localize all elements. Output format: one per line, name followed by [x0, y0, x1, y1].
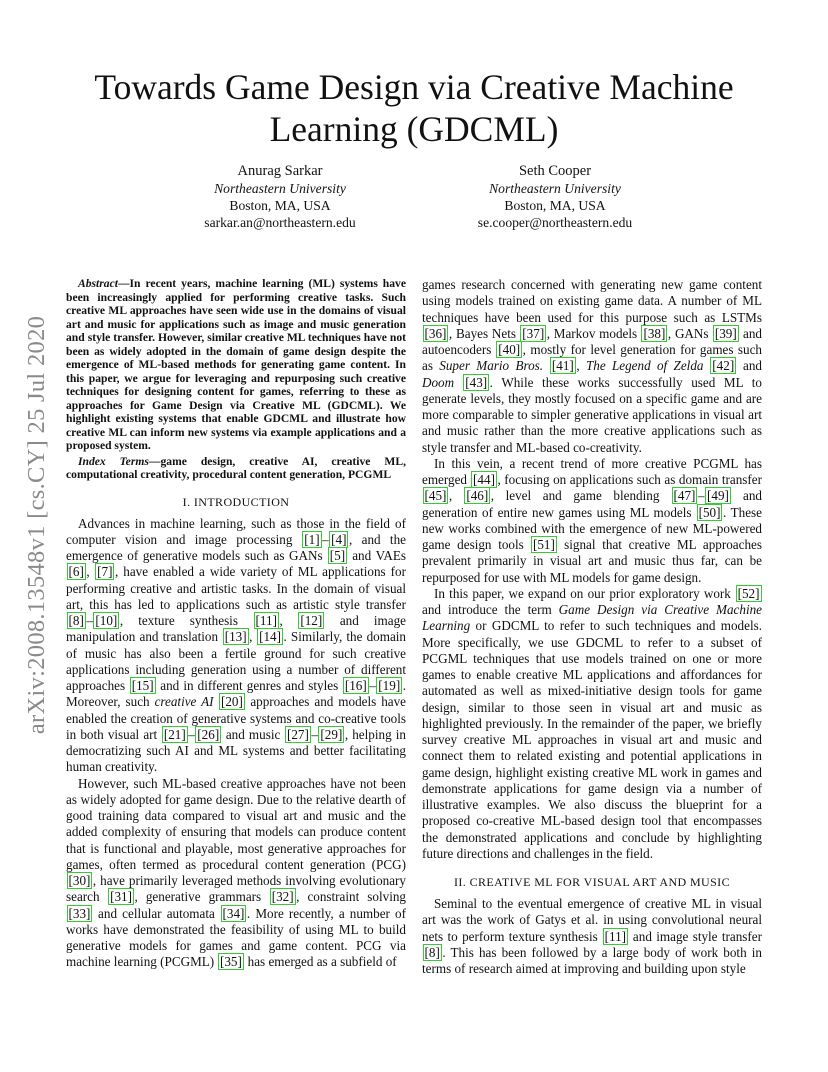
author-location: Boston, MA, USA — [504, 198, 606, 213]
citation-link[interactable]: [12] — [300, 613, 323, 628]
citation-link[interactable]: [4] — [331, 531, 347, 547]
index-terms-label: Index Terms— — [78, 454, 161, 468]
citation-link[interactable]: [11] — [255, 613, 277, 628]
left-column — [66, 277, 406, 971]
citation-link[interactable]: [42] — [712, 358, 735, 374]
citation-link[interactable]: [34] — [222, 905, 245, 921]
citation-link[interactable]: [27] — [286, 726, 309, 742]
citation-link[interactable]: [49] — [707, 488, 729, 504]
citation-link[interactable]: [36] — [424, 325, 447, 341]
citation-link[interactable]: [5] — [329, 548, 346, 563]
paragraph: However, such ML-based creative approaches have not been as widely adopted for game design. Due to the relative dearth of good training data compared to visual art and music and the added complexity of ensuring that models can produce content that is functional and playable, most generative approaches for games, often termed as procedural content generation (PCG) [30] , have primarily leveraged methods involving evolutionary search [31] , generative grammars [32] , constraint solving [33] and cellular automata [34] . More recently, a number of works have demonstrated the feasibility of using ML to build generative models for games and game content. PCG via machine learning (PCGML) [35] has emerged as a subfield of — [66, 775, 407, 970]
citation-link[interactable]: [43] — [465, 374, 488, 390]
section-heading-introduction: I. INTRODUCTION — [182, 494, 290, 509]
citation-link[interactable]: [8] — [68, 613, 84, 628]
citation-link[interactable]: [35] — [219, 954, 242, 970]
paragraph: In this vein, a recent trend of more creative PCGML has emerged [44] , focusing on applications such as domain transfer [45] , [46] , level and game blending [47] – [49] and generation of entire new games using ML models [50] . These new works combined with the emergence of new ML-powered game design tools [51] signal that creative ML approaches prevalent primarily in visual art and music thus far, can be repurposed for use with ML models for game design. — [422, 455, 762, 585]
section-heading-creative-ml: II. CREATIVE ML FOR VISUAL ART AND MUSIC — [454, 875, 730, 889]
citation-link[interactable]: [11] — [604, 928, 627, 944]
citation-link[interactable]: [21] — [163, 726, 186, 742]
citation-link[interactable]: [31] — [110, 889, 133, 905]
citation-link[interactable]: [10] — [95, 613, 118, 628]
citation-link[interactable]: [38] — [643, 325, 666, 341]
citation-link[interactable]: [41] — [551, 358, 574, 374]
author-name: Anurag Sarkar — [237, 163, 323, 179]
paragraph: In this paper, we expand on our prior exploratory work [52] and introduce the term Game Design via Creative Machine Learning or GDCML to refer to such techniques and models. More specifically, we use GDCML to refer to a subset of PCGML techniques that use models trained on one or more games to enable creative ML applications and affordances for automated as well as mixed-initiative design tools for game design, similar to those seen in visual art and music as highlighted previously. In the remainder of the paper, we briefly survey creative ML approaches in visual art and music and connect them to related existing and potential applications in game design, highlight existing creative ML work in games and demonstrate applications for game design via a number of illustrative examples. We also discuss the blueprint for a proposed co-creative ML-based design tool that encompasses the demonstrated applications and conclude by highlighting future directions and challenges in the field. — [422, 585, 762, 861]
author-affiliation: Northeastern University — [214, 181, 346, 196]
citation-link[interactable]: [15] — [131, 678, 154, 693]
citation-link[interactable]: [47] — [673, 488, 696, 504]
citation-link[interactable]: [37] — [522, 325, 545, 341]
citation-link[interactable]: [33] — [68, 905, 91, 921]
citation-link[interactable]: [14] — [259, 629, 281, 645]
index-terms-text: game design, creative AI, creative ML, computational creativity, procedural content generation, PCGML — [66, 454, 406, 481]
author-name: Seth Cooper — [518, 163, 592, 179]
paragraph: Advances in machine learning, such as those in the field of computer vision and image processing [1] – [4] , and the emergence of generative models such as GANs [5] and VAEs [6] , [7] , have enabled a wide variety of ML applications for performing creative and artistic tasks. In the domain of visual art, this has led to applications such as artistic style transfer [8] – [10] , texture synthesis [11] , [12] and image manipulation and translation [13] , [14] . Similarly, the domain of music has also been a fertile ground for such creative applications including generation using a number of different approaches [15] and in different genres and styles [16] – [19] . Moreover, such creative AI [20] approaches and models have enabled the creation of generative systems and co-creative tools in both visual art [21] – [26] and music [27] – [29] , helping in democratizing such AI and ML systems and better facilitating human creativity. — [66, 515, 407, 775]
citation-link[interactable]: [45] — [424, 488, 447, 504]
citation-link[interactable]: [19] — [378, 678, 401, 693]
citation-link[interactable]: [40] — [498, 342, 521, 357]
author-location: Boston, MA, USA — [229, 198, 331, 213]
citation-link[interactable]: [20] — [220, 694, 243, 710]
arxiv-identifier: arXiv:2008.13548v1 [cs.CY] 25 Jul 2020 — [23, 315, 50, 735]
author-block-2 — [425, 163, 685, 231]
citation-link[interactable]: [32] — [271, 889, 294, 905]
citation-link[interactable]: [26] — [197, 726, 220, 742]
citation-link[interactable]: [50] — [698, 504, 721, 520]
paragraph: games research concerned with generating new game content using models trained on existing game data. A number of ML techniques have been used for this purpose such as LSTMs [36] , Bayes Nets [37] , Markov models [38] , GANs [39] and autoencoders [40] , mostly for level generation for games such as Super Mario Bros. [41] , The Legend of Zelda [42] and Doom [43] . While these works successfully used ML to generate levels, they mostly focused on a specific game and are more comparable to simpler generative applications in visual art and music rather than the more creative applications such as style transfer and ML-based co-creativity. — [422, 277, 763, 455]
citation-link[interactable]: [7] — [97, 564, 113, 580]
right-column — [422, 277, 762, 977]
author-affiliation: Northeastern University — [489, 181, 621, 196]
arxiv-sidebar — [14, 290, 60, 760]
citation-link[interactable]: [39] — [714, 325, 737, 341]
citation-link[interactable]: [6] — [68, 564, 84, 580]
citation-link[interactable]: [52] — [737, 585, 760, 601]
paper-title: Towards Game Design via Creative Machine Learning (GDCML) — [94, 67, 734, 149]
author-email: sarkar.an@northeastern.edu — [204, 215, 356, 230]
index-terms — [66, 455, 406, 482]
abstract-text: In recent years, machine learning (ML) systems have been increasingly applied for performing creative tasks. Such creative ML approaches have seen wide use in the domains of visual art and music for applications such as image and music generation and style transfer. However, similar creative ML techniques have not been as widely adopted in the domain of game design despite the emergence of ML-based methods for generating game content. In this paper, we argue for leveraging and repurposing such creative techniques for designing content for games, referring to these as approaches for Game Design via Creative ML (GDCML). We highlight existing systems that enable GDCML and illustrate how creative ML can inform new systems via example applications and a proposed system. — [66, 277, 406, 452]
citation-link[interactable]: [51] — [532, 537, 555, 552]
citation-link[interactable]: [30] — [68, 873, 91, 888]
paragraph: Seminal to the eventual emergence of creative ML in visual art was the work of Gatys et al. in using convolutional neural nets to perform texture synthesis [11] and image style transfer [8] . This has been followed by a large body of work both in terms of research aimed at improving and building upon style — [422, 896, 763, 976]
author-block-1 — [150, 163, 410, 231]
citation-link[interactable]: [8] — [424, 944, 440, 960]
citation-link[interactable]: [16] — [344, 678, 367, 693]
author-email: se.cooper@northeastern.edu — [477, 215, 633, 230]
citation-link[interactable]: [46] — [466, 488, 489, 504]
citation-link[interactable]: [29] — [320, 726, 343, 742]
citation-link[interactable]: [44] — [473, 472, 495, 487]
citation-link[interactable]: [13] — [224, 629, 247, 645]
abstract-label: Abstract— — [78, 277, 130, 290]
citation-link[interactable]: [1] — [304, 531, 320, 547]
abstract — [66, 277, 406, 453]
